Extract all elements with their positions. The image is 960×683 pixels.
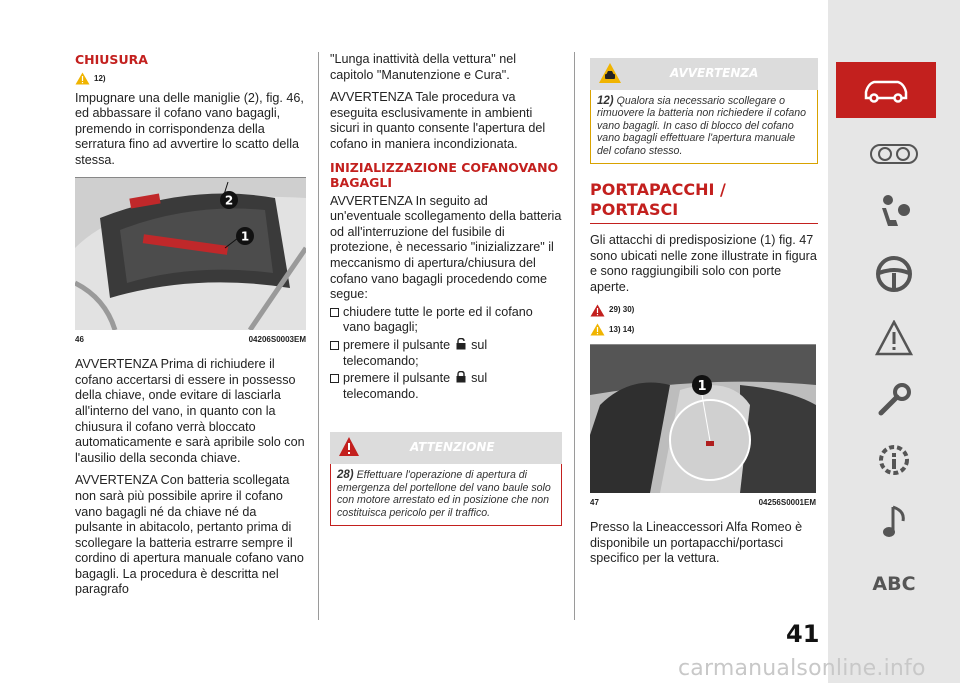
settings-gear-icon [875,441,913,479]
roof-rack-attachment-photo [590,345,816,493]
figure-code: 04206S0003EM [248,334,306,344]
warning-triangle-icon [875,320,913,356]
chapter-sidebar [828,0,960,683]
attention-header [330,432,562,464]
list-item-suffix: sul [471,371,488,386]
column-divider [574,52,575,620]
warning-triangle-icon [75,72,90,85]
car-icon [862,76,910,104]
paragraph: Presso la Lineaccessori Alfa Romeo è disponibile un portapacchi/portasci specifico per la vettura. [590,520,803,566]
danger-triangle-icon [338,436,360,458]
warning-triangle-icon [590,323,605,336]
list-item-tail: telecomando. [343,386,419,401]
figure-callout-1: 1 [240,229,250,244]
figure-caption [75,332,306,348]
trunk-lid-photo [75,178,306,330]
list-item [330,338,562,369]
sidebar-item-multimedia[interactable] [828,494,960,550]
list-item-text: premere il pulsante [343,371,451,386]
figure-caption [590,495,816,511]
paragraph: Impugnare una delle maniglie (2), fig. 46, ed abbassare il cofano vano bagagli, premendo in corrispondenza della serratura fino ad avvertire lo scatto della stessa. [75,90,304,167]
warning-header [590,58,818,90]
column-1 [75,52,306,605]
figure-callout-1: 1 [697,378,707,394]
airbag-icon [874,192,914,232]
reference-number: 29) 30) [609,305,635,315]
attention-number: 28) [337,469,354,482]
warning-box [590,58,818,164]
warning-reference [590,302,818,318]
list-item [330,371,562,402]
figure-number: 46 [75,334,84,344]
paragraph: AVVERTENZA Con batteria scollegata non sarà più possibile aprire il cofano vano bagagli né da chiave né da pulsante in abitacolo, pertanto prima di scollegare la batteria estrarre sempre il cordino di apertura manuale cofano vano bagagli. La procedura è descritta nel paragrafo [75,473,304,597]
paragraph: "Lunga inattività della vettura" nel capitolo "Manutenzione e Cura". [330,52,517,82]
paragraph: AVVERTENZA Prima di richiudere il cofano accertarsi di essere in possesso della chiave, onde evitare di lasciarla all'interno del vano, in quanto con la chiusura il cofano verrà bloccato automaticamente e sarà apribile solo con l'ausilio della seconda chiave. [75,357,305,465]
sidebar-item-warnings[interactable] [828,310,960,366]
trunk-unlock-icon [456,338,466,350]
reference-number: 13) 14) [609,325,635,334]
sidebar-item-safety[interactable] [828,184,960,240]
paragraph: AVVERTENZA Tale procedura va eseguita esclusivamente in ambienti sicuri in quanto consente l'apertura del cofano in maniera incondizionata. [330,90,546,151]
attention-title: ATTENZIONE [410,440,495,455]
figure-46 [75,177,306,348]
warning-number: 12) [597,95,614,107]
heading-rule [590,223,818,224]
column-3 [590,52,818,574]
section-heading-inizializzazione: INIZIALIZZAZIONE COFANOVANO BAGAGLI [330,159,559,190]
warning-text: Qualora sia necessario scollegare o rimuovere la batteria non richiedere il cofano vano bagagli. In caso di blocco del cofano vano bagagli effettuare l'apertura manuale del cofano stesso. [597,95,807,157]
attention-body [330,464,562,526]
paragraph: Gli attacchi di predisposizione (1) fig. 47 sono ubicati nelle zone illustrate in figura e sono raggiungibili solo con porte aperte. [590,233,817,294]
reference-number: 12) [94,74,106,83]
checkbox-bullet-icon [330,308,339,317]
warning-title: AVVERTENZA [670,66,759,80]
sidebar-item-starting-driving[interactable] [828,246,960,302]
list-item-body [343,338,487,369]
list-item-body [343,371,487,402]
danger-triangle-icon [590,304,605,317]
sidebar-item-maintenance[interactable] [828,432,960,488]
attention-text: Effettuare l'operazione di apertura di emergenza del portellone del vano baule solo con motore arrestato ed in posizione che non costituisca pericolo per il traffico. [337,469,551,519]
list-item-text: premere il pulsante [343,337,451,352]
page-number: 41 [786,620,820,648]
car-warning-icon [598,62,622,84]
list-item-text: chiudere tutte le porte ed il cofano vano bagagli; [343,304,533,335]
section-heading-portapacchi: PORTAPACCHI / PORTASCI [590,180,726,220]
list-item [330,305,562,336]
abc-index-label: ABC [872,573,916,595]
paragraph: AVVERTENZA In seguito ad un'eventuale scollegamento della batteria od all'interruzione del fusibile di protezione, è necessario "inizializzare" il meccanismo di apertura/chiusura del cofano vano bagagli procedendo come segue: [330,193,562,302]
checkbox-bullet-icon [330,341,339,350]
column-2 [330,52,562,526]
warning-reference [75,71,306,87]
sidebar-item-dashboard[interactable] [828,126,960,182]
figure-callout-2: 2 [224,193,234,208]
list-item-suffix: sul [471,337,488,352]
figure-47 [590,344,816,511]
attention-box [330,432,562,526]
section-portapacchi [590,180,818,224]
section-heading-chiusura: CHIUSURA [75,52,148,67]
column-divider [318,52,319,620]
wrench-icon [875,381,913,419]
checkbox-bullet-icon [330,374,339,383]
dashboard-icon [869,141,919,167]
music-note-icon [879,503,909,541]
warning-reference [590,322,818,338]
sidebar-item-vehicle[interactable] [836,62,936,118]
trunk-lock-icon [456,371,466,383]
sidebar-item-index[interactable] [828,556,960,612]
sidebar-item-emergency[interactable] [828,372,960,428]
watermark: carmanualsonline.info [678,656,926,681]
figure-code: 04256S0001EM [758,497,816,507]
warning-body [590,90,818,164]
figure-number: 47 [590,497,599,507]
list-item-tail: telecomando; [343,353,419,368]
steering-wheel-icon [875,255,913,293]
